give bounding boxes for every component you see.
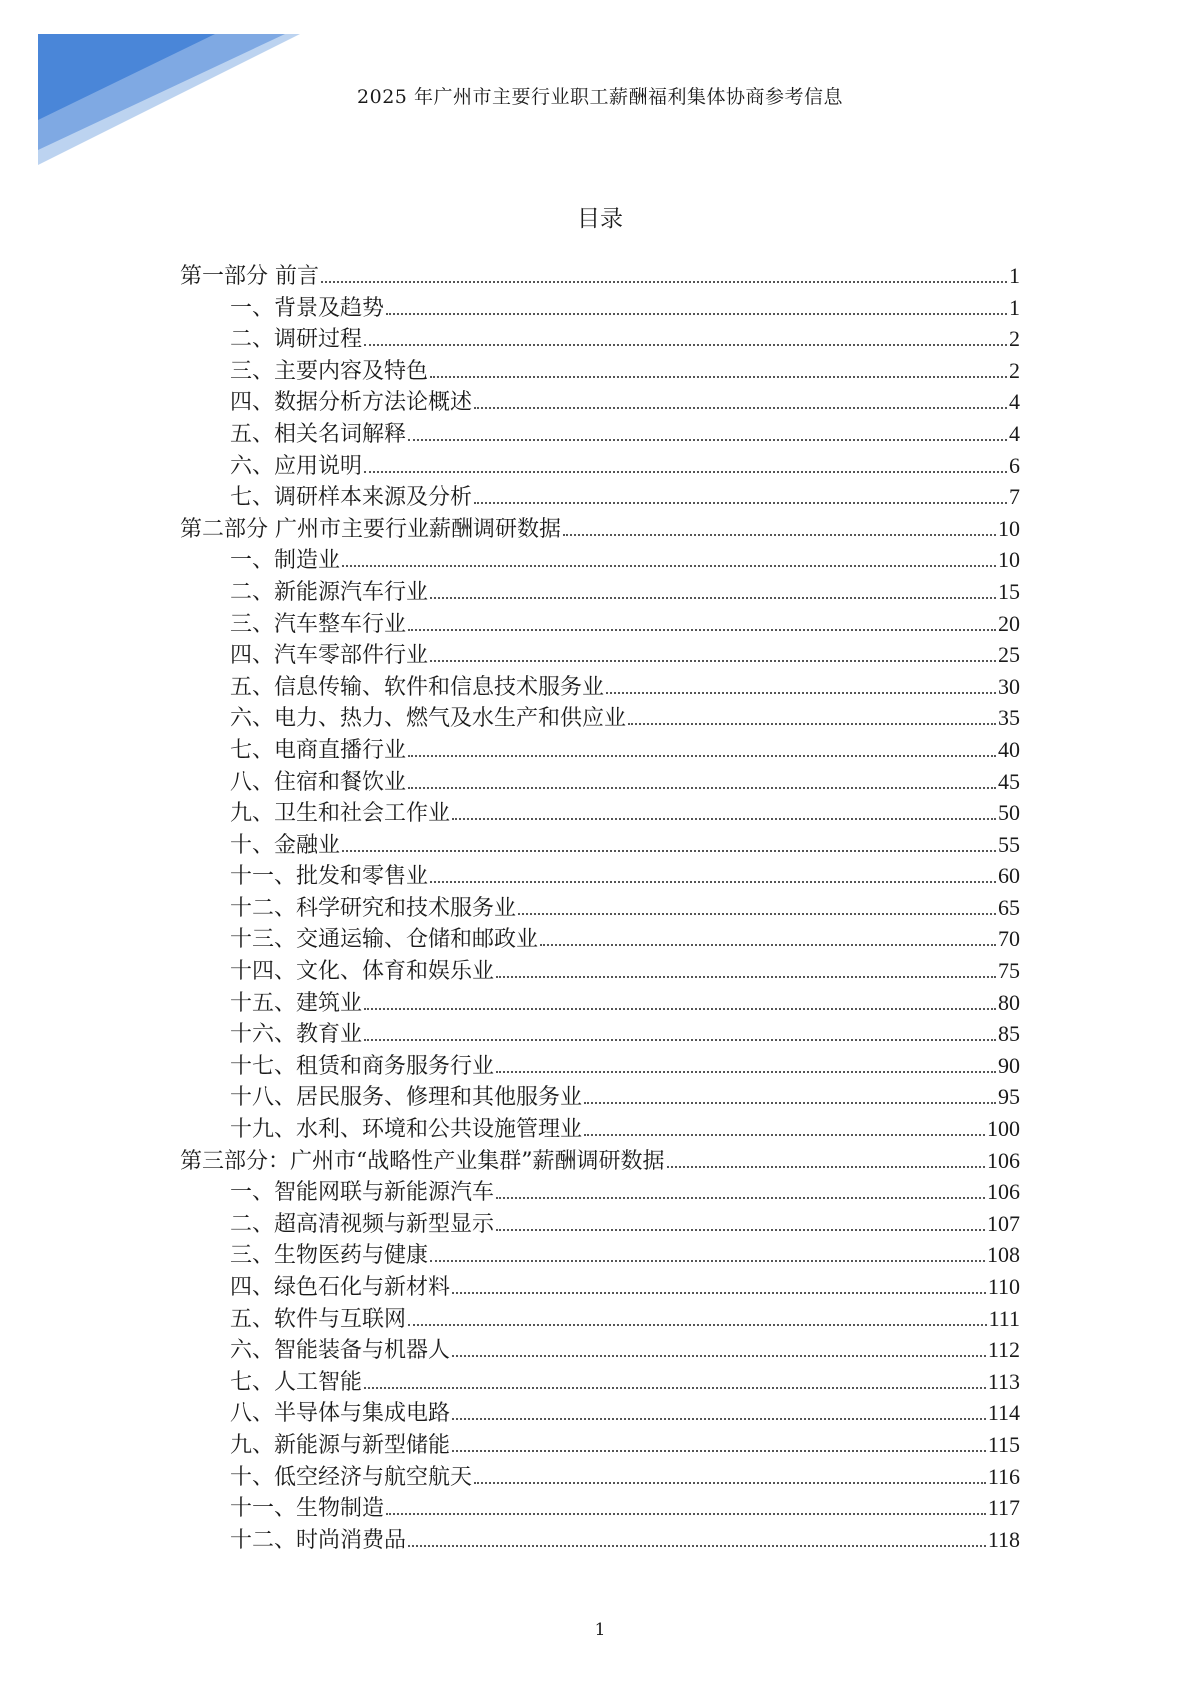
toc-dot-leader: [496, 1229, 985, 1231]
toc-entry-page: 106: [987, 1147, 1020, 1173]
toc-entry-page: 7: [1009, 484, 1020, 510]
toc-section-entry[interactable]: [180, 1239, 1020, 1271]
toc-dot-leader: [474, 502, 1007, 504]
toc-entry-page: 106: [987, 1179, 1020, 1205]
toc-entry-page: 10: [998, 547, 1020, 573]
toc-dot-leader: [628, 723, 996, 725]
toc-entry-label: 十三、交通运输、仓储和邮政业: [230, 927, 539, 953]
page-number: 1: [594, 1620, 606, 1640]
toc-entry-label: 九、新能源与新型储能: [230, 1432, 451, 1458]
toc-entry-label: 三、汽车整车行业: [230, 611, 407, 637]
toc-entry-page: 6: [1009, 452, 1020, 478]
toc-dot-leader: [496, 976, 996, 978]
toc-entry-label: 一、背景及趋势: [230, 295, 385, 321]
toc-section-entry[interactable]: [180, 955, 1020, 987]
toc-dot-leader: [540, 944, 996, 946]
toc-entry-label: 六、电力、热力、燃气及水生产和供应业: [230, 706, 627, 732]
toc-entry-page: 85: [998, 1021, 1020, 1047]
toc-entry-label: 九、卫生和社会工作业: [230, 801, 451, 827]
toc-section-entry[interactable]: [180, 1303, 1020, 1335]
toc-entry-label: 六、智能装备与机器人: [230, 1338, 451, 1364]
toc-entry-page: 110: [987, 1274, 1020, 1299]
toc-entry-label: 五、信息传输、软件和信息技术服务业: [230, 674, 605, 700]
toc-section-entry[interactable]: [180, 987, 1020, 1019]
toc-dot-leader: [584, 1134, 985, 1136]
toc-entry-label: 十一、批发和零售业: [230, 864, 429, 890]
toc-entry-page: 65: [998, 894, 1020, 920]
toc-entry-label: 一、制造业: [230, 548, 341, 574]
toc-section-entry[interactable]: [180, 1492, 1020, 1524]
toc-entry-page: 118: [987, 1526, 1020, 1552]
toc-entry-label: 十一、生物制造: [230, 1496, 385, 1522]
toc-section-entry[interactable]: [180, 1271, 1020, 1303]
toc-section-entry[interactable]: [180, 450, 1020, 482]
toc-dot-leader: [430, 376, 1007, 378]
toc-entry-page: 50: [998, 800, 1020, 826]
toc-entry-label: 五、相关名词解释: [230, 421, 407, 447]
toc-entry-page: 117: [987, 1495, 1020, 1521]
toc-section-entry[interactable]: [180, 1429, 1020, 1461]
toc-entry-page: 2: [1009, 326, 1020, 352]
toc-dot-leader: [452, 1450, 986, 1452]
toc-dot-leader: [474, 407, 1007, 409]
toc-entry-page: 25: [998, 642, 1020, 668]
toc-entry-page: 2: [1009, 357, 1020, 383]
toc-entry-label: 十二、时尚消费品: [230, 1527, 407, 1553]
toc-entry-page: 4: [1009, 389, 1020, 415]
toc-entry-page: 80: [998, 989, 1020, 1015]
toc-section-entry[interactable]: [180, 576, 1020, 608]
toc-entry-label: 第三部分：广州市“战略性产业集群”薪酬调研数据: [180, 1148, 665, 1174]
toc-section-entry[interactable]: [180, 892, 1020, 924]
toc-section-entry[interactable]: [180, 1334, 1020, 1366]
toc-entry-label: 二、调研过程: [230, 327, 363, 353]
toc-entry-page: 40: [998, 736, 1020, 762]
toc-entry-page: 75: [998, 958, 1020, 984]
toc-entry-page: 112: [987, 1337, 1020, 1363]
toc-dot-leader: [408, 1545, 986, 1547]
toc-entry-label: 三、生物医药与健康: [230, 1243, 429, 1269]
toc-section-entry[interactable]: [180, 734, 1020, 766]
toc-dot-leader: [430, 660, 996, 662]
toc-dot-leader: [452, 818, 996, 820]
toc-entry-page: 15: [998, 578, 1020, 604]
toc-dot-leader: [452, 1355, 986, 1357]
toc-dot-leader: [342, 565, 996, 567]
toc-section-entry[interactable]: [180, 355, 1020, 387]
toc-entry-label: 十二、科学研究和技术服务业: [230, 895, 517, 921]
toc-part-entry[interactable]: [180, 260, 1020, 292]
toc-dot-leader: [364, 344, 1007, 346]
toc-dot-leader: [606, 692, 996, 694]
toc-entry-label: 八、住宿和餐饮业: [230, 769, 407, 795]
toc-entry-page: 111: [988, 1305, 1020, 1331]
toc-dot-leader: [408, 787, 996, 789]
toc-dot-leader: [408, 1324, 987, 1326]
toc-entry-page: 30: [998, 673, 1020, 699]
toc-entry-page: 114: [987, 1400, 1020, 1426]
toc-section-entry[interactable]: [180, 481, 1020, 513]
toc-entry-label: 十八、居民服务、修理和其他服务业: [230, 1085, 583, 1111]
toc-entry-page: 95: [998, 1084, 1020, 1110]
toc-section-entry[interactable]: [180, 1018, 1020, 1050]
toc-section-entry[interactable]: [180, 1113, 1020, 1145]
toc-entry-label: 十、低空经济与航空航天: [230, 1464, 473, 1490]
toc-section-entry[interactable]: [180, 544, 1020, 576]
toc-dot-leader: [364, 471, 1007, 473]
toc-dot-leader: [474, 1482, 986, 1484]
toc-dot-leader: [667, 1166, 986, 1168]
toc-dot-leader: [386, 313, 1007, 315]
toc-section-entry[interactable]: [180, 1524, 1020, 1556]
toc-dot-leader: [452, 1292, 986, 1294]
toc-section-entry[interactable]: [180, 323, 1020, 355]
toc-entry-page: 113: [987, 1368, 1020, 1394]
toc-entry-label: 四、汽车零部件行业: [230, 643, 429, 669]
toc-entry-page: 55: [998, 831, 1020, 857]
toc-dot-leader: [408, 755, 996, 757]
toc-section-entry[interactable]: [180, 1081, 1020, 1113]
toc-entry-label: 六、应用说明: [230, 453, 363, 479]
toc-dot-leader: [563, 534, 996, 536]
toc-entry-label: 第二部分 广州市主要行业薪酬调研数据: [180, 516, 561, 542]
toc-entry-label: 八、半导体与集成电路: [230, 1401, 451, 1427]
toc-entry-label: 七、调研样本来源及分析: [230, 485, 473, 511]
toc-dot-leader: [408, 439, 1007, 441]
toc-part-entry[interactable]: [180, 513, 1020, 545]
toc-entry-label: 七、电商直播行业: [230, 737, 407, 763]
toc-dot-leader: [364, 1008, 996, 1010]
toc-dot-leader: [342, 850, 996, 852]
toc-dot-leader: [364, 1387, 986, 1389]
toc-entry-label: 十六、教育业: [230, 1022, 363, 1048]
toc-section-entry[interactable]: [180, 1366, 1020, 1398]
toc-section-entry[interactable]: [180, 923, 1020, 955]
toc-section-entry[interactable]: [180, 418, 1020, 450]
toc-entry-label: 第一部分 前言: [180, 264, 319, 289]
toc-entry-page: 107: [987, 1210, 1020, 1236]
toc-entry-label: 二、超高清视频与新型显示: [230, 1211, 495, 1237]
toc-section-entry[interactable]: [180, 1397, 1020, 1429]
toc-entry-page: 116: [987, 1463, 1020, 1489]
toc-entry-label: 五、软件与互联网: [230, 1306, 407, 1332]
toc-section-entry[interactable]: [180, 639, 1020, 671]
toc-entry-page: 90: [998, 1052, 1020, 1078]
toc-section-entry[interactable]: [180, 860, 1020, 892]
toc-part-entry[interactable]: [180, 1145, 1020, 1177]
toc-section-entry[interactable]: [180, 829, 1020, 861]
toc-entry-label: 三、主要内容及特色: [230, 358, 429, 384]
toc-entry-page: 4: [1009, 420, 1020, 446]
toc-entry-label: 十四、文化、体育和娱乐业: [230, 959, 495, 985]
toc-dot-leader: [518, 913, 996, 915]
toc-dot-leader: [408, 629, 996, 631]
toc-section-entry[interactable]: [180, 292, 1020, 324]
toc-entry-label: 十五、建筑业: [230, 990, 363, 1016]
toc-dot-leader: [430, 597, 996, 599]
toc-dot-leader: [321, 281, 1007, 283]
toc-dot-leader: [364, 1039, 996, 1041]
toc-entry-page: 70: [998, 926, 1020, 952]
toc-dot-leader: [496, 1197, 985, 1199]
document-header-title: 2025 年广州市主要行业职工薪酬福利集体协商参考信息: [357, 86, 843, 108]
table-of-contents: [180, 260, 1020, 1555]
toc-entry-label: 十七、租赁和商务服务行业: [230, 1053, 495, 1079]
toc-entry-page: 45: [998, 768, 1020, 794]
toc-section-entry[interactable]: [180, 671, 1020, 703]
toc-entry-page: 60: [998, 863, 1020, 889]
toc-entry-page: 1: [1009, 263, 1020, 288]
toc-entry-page: 115: [987, 1431, 1020, 1457]
toc-entry-label: 四、绿色石化与新材料: [230, 1275, 451, 1300]
toc-dot-leader: [496, 1071, 996, 1073]
toc-entry-label: 七、人工智能: [230, 1369, 363, 1395]
toc-entry-page: 108: [987, 1242, 1020, 1268]
toc-dot-leader: [584, 1102, 996, 1104]
toc-section-entry[interactable]: [180, 702, 1020, 734]
toc-heading: 目录: [577, 206, 623, 232]
toc-section-entry[interactable]: [180, 386, 1020, 418]
toc-entry-page: 20: [998, 610, 1020, 636]
toc-entry-label: 四、数据分析方法论概述: [230, 390, 473, 416]
toc-dot-leader: [452, 1418, 986, 1420]
toc-entry-page: 10: [998, 515, 1020, 541]
toc-entry-page: 35: [998, 705, 1020, 731]
toc-section-entry[interactable]: [180, 608, 1020, 640]
toc-dot-leader: [386, 1513, 986, 1515]
toc-entry-page: 100: [987, 1116, 1020, 1142]
toc-entry-label: 二、新能源汽车行业: [230, 579, 429, 605]
toc-section-entry[interactable]: [180, 1050, 1020, 1082]
toc-entry-label: 十、金融业: [230, 832, 341, 858]
toc-entry-page: 1: [1009, 294, 1020, 320]
toc-section-entry[interactable]: [180, 1208, 1020, 1240]
toc-dot-leader: [430, 1260, 985, 1262]
toc-dot-leader: [430, 881, 996, 883]
toc-section-entry[interactable]: [180, 766, 1020, 798]
toc-section-entry[interactable]: [180, 1176, 1020, 1208]
toc-entry-label: 一、智能网联与新能源汽车: [230, 1180, 495, 1206]
toc-section-entry[interactable]: [180, 797, 1020, 829]
toc-entry-label: 十九、水利、环境和公共设施管理业: [230, 1117, 583, 1143]
toc-section-entry[interactable]: [180, 1461, 1020, 1493]
